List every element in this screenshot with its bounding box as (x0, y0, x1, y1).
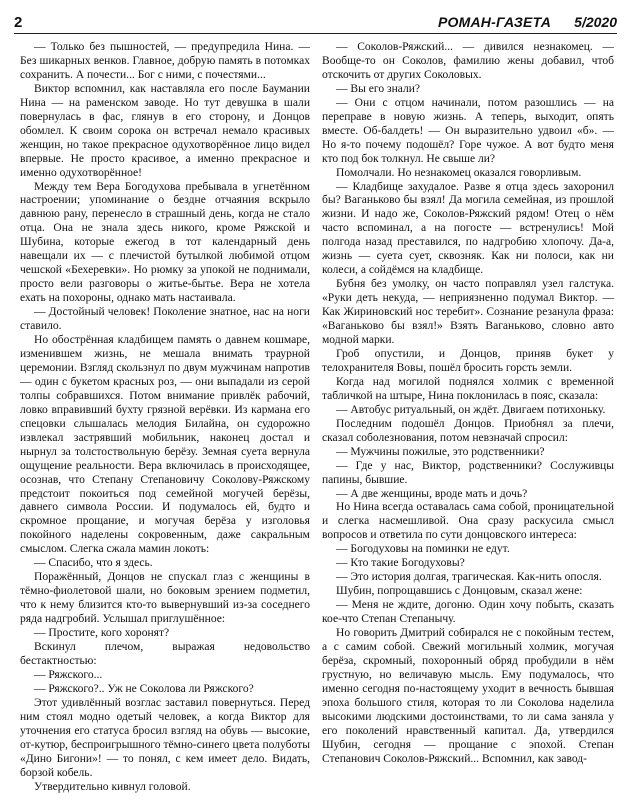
paragraph: — Простите, кого хоронят? (34, 627, 170, 640)
paragraph: — Они с отцом начинали, потом разошлись — на переправе в новую жизнь. А теперь, выходит, опять вместе. Об-балдеть! — Он выразительно удвоил «б». — Но я-то почему подошёл? Горе чужое. А вот будто меня кто под бок толкнул. Не свыше ли? (322, 96, 614, 165)
page-header (14, 12, 617, 34)
paragraph: — Кладбище захудалое. Разве я отца здесь захоронил бы? Ваганьково бы взял! Да могила семейная, из прошлой жизни. И надо же, Соколов-Ряжский рядом! Отец о нём часто вспоминал, а на погосте — встренулись! Мой полгода назад преставился, по надгробию хлопочу. Да-а, жизнь — суета сует, сквозняк. Как ни полоси, как ни колеси, а сойдёмся на кладбище. (322, 180, 614, 277)
paragraph: — Только без пышностей, — предупредила Нина. — Без шикарных венков. Главное, добрую память в потомках сохранить. А почести... Бог с ними, с почестями... (20, 41, 310, 81)
paragraph: — Соколов-Ряжский... — дивился незнакомец. — Вообще-то он Соколов, фамилию жены добавил, чтоб отскочить от других Соколовых. (322, 41, 614, 81)
paragraph: Последним подошёл Донцов. Приобнял за плечи, сказал соболезнования, потом невзначай спросил: (322, 417, 614, 444)
paragraph: Этот удивлённый возглас заставил повернуться. Перед ним стоял модно одетый человек, а когда Виктор для уточнения его статуса бросил взгляд на обувь — высокие, от-кутюр, беспроигрышного тёмно-синего цвета полуботы «Дино Бигони»! — то понял, с кем имеет дело. Видать, борзой кобель. (20, 696, 310, 779)
paragraph: Бубня без умолку, он часто поправлял узел галстука. «Руки деть некуда, — неприязненно подумал Виктор. — Как Жириновский нос теребит». Сознание резанула фраза: «Ваганьково бы взял!» Взять Ваганьково, словно авто модной марки. (322, 278, 614, 347)
right-text-column (322, 41, 614, 793)
paragraph: — Кто такие Богодуховы? (336, 557, 465, 570)
paragraph: — Ряжского... (34, 668, 103, 681)
paragraph: — Достойный человек! Поколение знатное, нас на ноги ставило. (20, 306, 310, 333)
paragraph: Но обострённая кладбищем память о давнем кошмаре, изменившем жизнь, не мешала внимать траурной церемонии. Взгляд скользнул по двум мужчинам напротив — один с букетом красных роз, — они выпадали из серой толпы собравшихся. Потом внимание привлёк рабочий, ловко вправивший бухту грязной верёвки. Из кармана его спецовки слышалась мелодия Билайна, он судорожно извлекал застрявший мобильник, наконец достал и нырнул за толстоствольную берёзу. Земная суета вернула ощущение реальности. Вера включилась в происходящее, осознав, что Степану Степановичу Соколову-Ряжскому предстоит покоиться под семейной могучей берёзы, давнего символа России. И подумалось ей, будто и скромное прощание, и могучая берёза у изголовья покойного наделены сокровенным, даже сакральным смыслом. Слегка сжала мамин локоть: (20, 334, 310, 556)
paragraph: — Ряжского?.. Уж не Соколова ли Ряжского? (34, 682, 254, 695)
paragraph: Виктор вспомнил, как наставляла его после Баумании Нина — на раменском заводе. Но тут девушка в шали повернулась в фас, глянув в его сторону, и Донцов обомлел. К своим сорока он встречал немало красивых женщин, но такое прекрасное одухотворённое лицо видел впервые. Не просто красивое, а именно прекрасное и именно одухотворённое! (20, 82, 310, 179)
paragraph: Когда над могилой поднялся холмик с временной табличкой на штыре, Нина поклонилась в пояс, сказала: (322, 375, 614, 402)
paragraph: Поражённый, Донцов не спускал глаз с женщины в тёмно-фиолетовой шали, но боковым зрением подметил, что к нему близится кто-то вывернувший из-за соседнего ряда надгробий. Услышал приглушённое: (20, 571, 310, 626)
paragraph: Между тем Вера Богодухова пребывала в угнетённом настроении; упоминание о бездне отчаяния вскрыло давнюю рану, перенесло в страшный день, когда не стало отца. Она не знала здесь никого, кроме Ряжской и Шубина, которые ежегод в тот календарный день навещали их — с плечистой бутылкой любимой отцом чешской «Бехеревки». Но рюмку за упокой не поднимали, просто вели разговоры о житье-бытье. Вера не хотела ехать на похороны, однако мать настаивала. (20, 180, 310, 305)
paragraph: — Меня не ждите, догоню. Один хочу побыть, сказать кое-что Степан Степанычу. (322, 599, 614, 626)
paragraph: — Где у нас, Виктор, родственники? Сослуживцы папины, бывшие. (322, 459, 614, 486)
paragraph: Утвердительно кивнул головой. (34, 780, 191, 793)
page-number: 2 (14, 14, 23, 31)
magazine-title: РОМАН-ГАЗЕТА (438, 14, 552, 30)
paragraph: Но Нина всегда оставалась сама собой, проницательной и слегка насмешливой. Она сразу раскусила смысл вопросов и ответила по сути донцовского интереса: (322, 501, 614, 542)
left-text-column (20, 41, 310, 793)
paragraph: — А две женщины, вроде мать и дочь? (336, 487, 528, 500)
paragraph: — Богодуховы на поминки не едут. (336, 543, 510, 556)
paragraph: Вскинул плечом, выражая недовольство бестактностью: (20, 640, 310, 667)
paragraph: — Спасибо, что я здесь. (34, 557, 153, 570)
header-divider (14, 33, 617, 34)
paragraph: — Это история долгая, трагическая. Как-нить опосля. (336, 571, 602, 584)
paragraph: — Автобус ритуальный, он ждёт. Двигаем потихоньку. (336, 403, 606, 416)
paragraph: Гроб опустили, и Донцов, приняв букет у телохранителя Вовы, пошёл бросить горсть земли. (322, 347, 614, 374)
paragraph: Но говорить Дмитрий собирался не с покойным тестем, а с самим собой. Свежий могильный холмик, могучая берёза, скромный, похоронный обряд пробудили в нём грустную, но величавую мысль. Ему подумалось, что именно сегодня по-настоящему уходит в вечность бывшая эпоха большого стиля, которая то ли Соколова наделила высокими людскими достоинствами, то ли сама заняла у его поколений нравственный капитал. Да, утвердился Шубин, сегодня — прощание с эпохой. Степан Степанович Соколов-Ряжский... Вспомнил, как завод- (322, 627, 614, 765)
paragraph: — Вы его знали? (336, 82, 421, 95)
issue-number: 5/2020 (574, 14, 617, 30)
paragraph: Шубин, попрощавшись с Донцовым, сказал жене: (336, 585, 583, 598)
paragraph: Помолчали. Но незнакомец оказался говорливым. (336, 166, 582, 179)
paragraph: — Мужчины пожилые, это родственники? (336, 445, 545, 458)
